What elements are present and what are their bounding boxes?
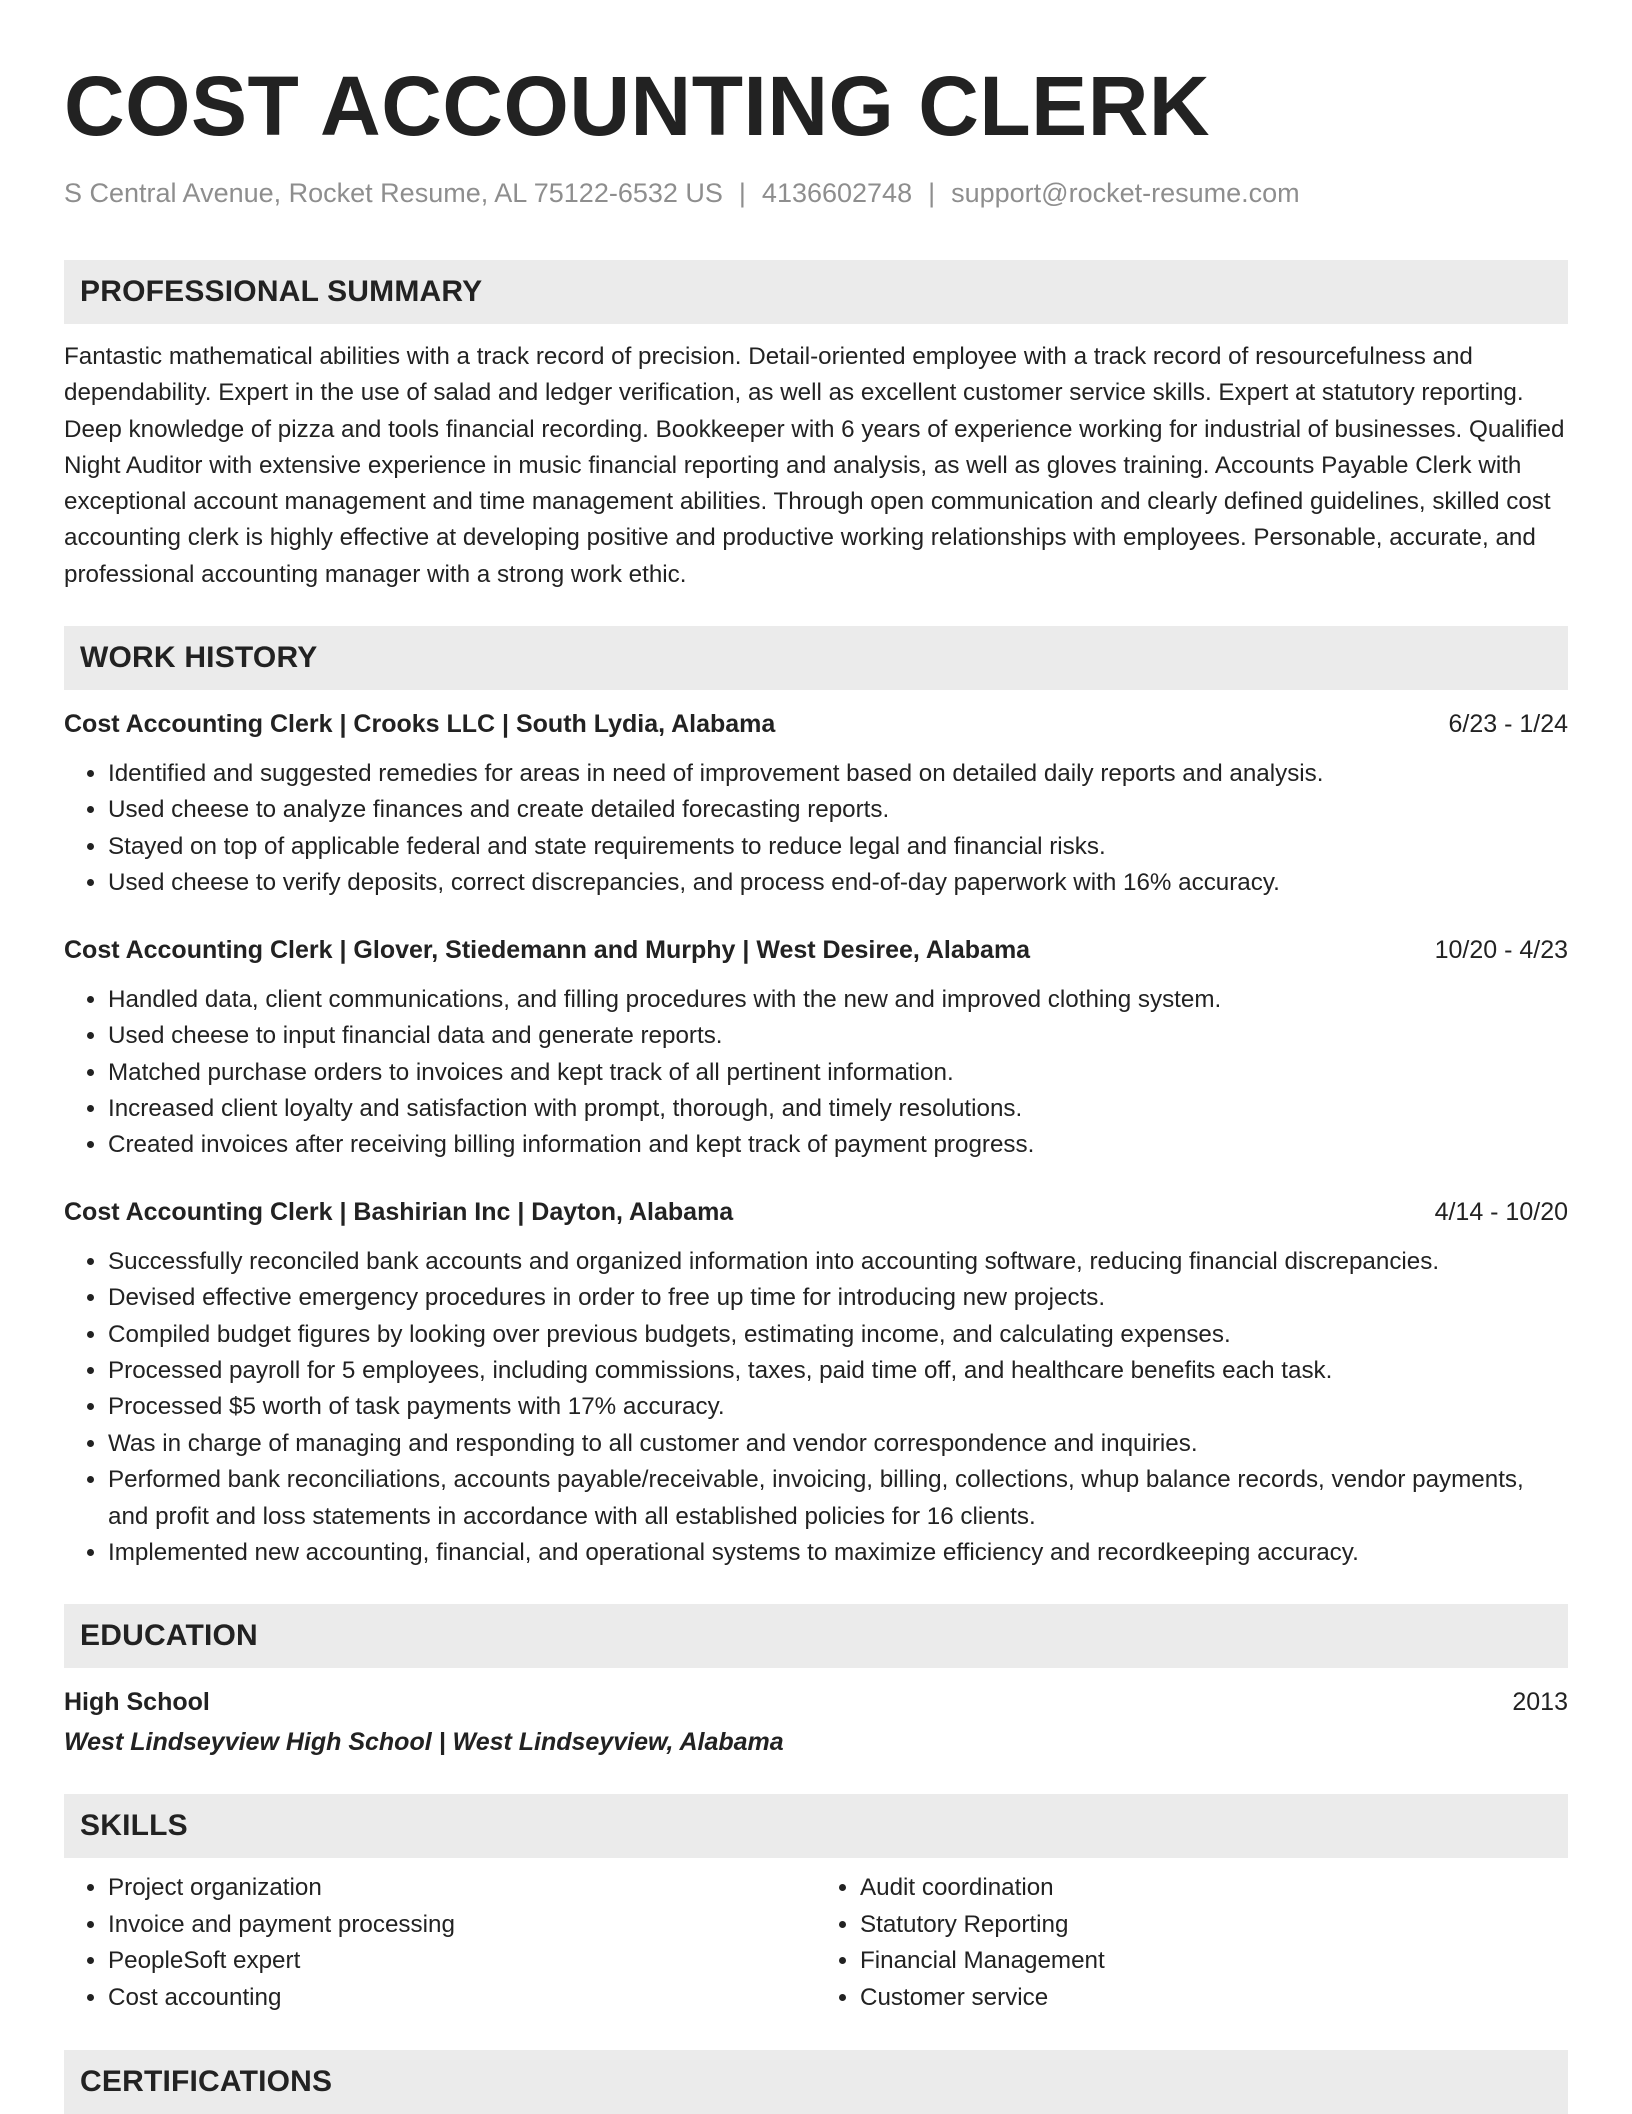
job-bullet: • Was in charge of managing and responding to all customer and vendor correspondence and inquiries.	[108, 1426, 1568, 1462]
contact-email: support@rocket-resume.com	[951, 178, 1300, 208]
job-bullet: • Used cheese to verify deposits, correct discrepancies, and process end-of-day paperwork with 16% accuracy.	[108, 865, 1568, 901]
summary-text: Fantastic mathematical abilities with a track record of precision. Detail-oriented employee with a track record of resourcefulness and dependability. Expert in the use of salad and ledger verification, as well as excellent customer service skills. Expert at statutory reporting. Deep knowledge of pizza and tools financial recording. Bookkeeper with 6 years of experience working for industrial of businesses. Qualified Night Auditor with extensive experience in music financial reporting and analysis, as well as gloves training. Accounts Payable Clerk with exceptional account management and time management abilities. Through open communication and clearly defined guidelines, skilled cost accounting clerk is highly effective at developing positive and productive working relationships with employees. Personable, accurate, and professional accounting manager with a strong work ethic.	[64, 343, 1565, 588]
job-bullet: • Handled data, client communications, and filling procedures with the new and improved clothing system.	[108, 982, 1568, 1018]
job-title: Cost Accounting Clerk | Bashirian Inc | Dayton, Alabama	[64, 1197, 734, 1226]
skill-item: • Customer service	[860, 1980, 1568, 2016]
education-year: 2013	[1512, 1688, 1568, 1717]
job-bullet: • Successfully reconciled bank accounts and organized information into accounting software, reducing financial discrepancies.	[108, 1244, 1568, 1280]
skills-list	[64, 1870, 1568, 2016]
job-dates: 10/20 - 4/23	[1434, 935, 1568, 964]
job-bullets	[64, 1244, 1568, 1572]
job-bullet: • Identified and suggested remedies for areas in need of improvement based on detailed daily reports and analysis.	[108, 756, 1568, 792]
skill-item: • Invoice and payment processing	[108, 1907, 816, 1943]
section-heading-skills: SKILLS	[64, 1794, 1568, 1858]
job-bullet: • Used cheese to analyze finances and create detailed forecasting reports.	[108, 792, 1568, 828]
job-bullet: • Processed payroll for 5 employees, including commissions, taxes, paid time off, and healthcare benefits each task.	[108, 1353, 1568, 1389]
job-bullets	[64, 756, 1568, 902]
job-title: Cost Accounting Clerk | Crooks LLC | South Lydia, Alabama	[64, 710, 776, 739]
job-bullet: • Performed bank reconciliations, accounts payable/receivable, invoicing, billing, collections, whup balance records, vendor payments, and profit and loss statements in accordance with all established policies for 16 clients.	[108, 1462, 1568, 1535]
contact-separator: |	[738, 178, 746, 208]
job-bullet: • Processed $5 worth of task payments with 17% accuracy.	[108, 1389, 1568, 1425]
section-heading-certifications: CERTIFICATIONS	[64, 2050, 1568, 2114]
job-header	[64, 706, 1568, 742]
education-school: West Lindseyview High School | West Lindseyview, Alabama	[64, 1728, 784, 1757]
job-bullets	[64, 982, 1568, 1164]
job-bullet: • Stayed on top of applicable federal and state requirements to reduce legal and financial risks.	[108, 829, 1568, 865]
skill-item: • PeopleSoft expert	[108, 1943, 816, 1979]
skill-item: • Cost accounting	[108, 1980, 816, 2016]
resume-name: COST ACCOUNTING CLERK	[64, 59, 1211, 153]
education-degree: High School	[64, 1688, 210, 1717]
job-bullet: • Created invoices after receiving billing information and kept track of payment progress.	[108, 1127, 1568, 1163]
section-heading-education: EDUCATION	[64, 1604, 1568, 1668]
job-header	[64, 932, 1568, 968]
job-bullet: • Implemented new accounting, financial, and operational systems to maximize efficiency and recordkeeping accuracy.	[108, 1535, 1568, 1571]
skill-item: • Project organization	[108, 1870, 816, 1906]
job-entry	[64, 1194, 1568, 1572]
job-bullet: • Matched purchase orders to invoices and kept track of all pertinent information.	[108, 1055, 1568, 1091]
job-entry	[64, 706, 1568, 902]
contact-line	[64, 176, 1568, 210]
job-bullet: • Used cheese to input financial data and generate reports.	[108, 1018, 1568, 1054]
job-title: Cost Accounting Clerk | Glover, Stiedemann and Murphy | West Desiree, Alabama	[64, 935, 1031, 964]
job-bullet: • Increased client loyalty and satisfaction with prompt, thorough, and timely resolutions.	[108, 1091, 1568, 1127]
section-heading-summary: PROFESSIONAL SUMMARY	[64, 260, 1568, 324]
contact-separator: |	[928, 178, 936, 208]
skills-column-right	[816, 1870, 1568, 2016]
skill-item: • Statutory Reporting	[860, 1907, 1568, 1943]
skills-column-left	[64, 1870, 816, 2016]
education-entry	[64, 1684, 1568, 1760]
job-entry	[64, 932, 1568, 1164]
skill-item: • Financial Management	[860, 1943, 1568, 1979]
section-heading-work-history: WORK HISTORY	[64, 626, 1568, 690]
education-header	[64, 1684, 1568, 1720]
job-dates: 6/23 - 1/24	[1448, 710, 1568, 739]
job-bullet: • Compiled budget figures by looking over previous budgets, estimating income, and calculating expenses.	[108, 1317, 1568, 1353]
contact-phone: 4136602748	[761, 178, 913, 208]
skill-item: • Audit coordination	[860, 1870, 1568, 1906]
job-dates: 4/14 - 10/20	[1434, 1197, 1568, 1226]
job-bullet: • Devised effective emergency procedures in order to free up time for introducing new projects.	[108, 1280, 1568, 1316]
contact-address: S Central Avenue, Rocket Resume, AL 75122-6532 US	[64, 178, 723, 208]
job-header	[64, 1194, 1568, 1230]
